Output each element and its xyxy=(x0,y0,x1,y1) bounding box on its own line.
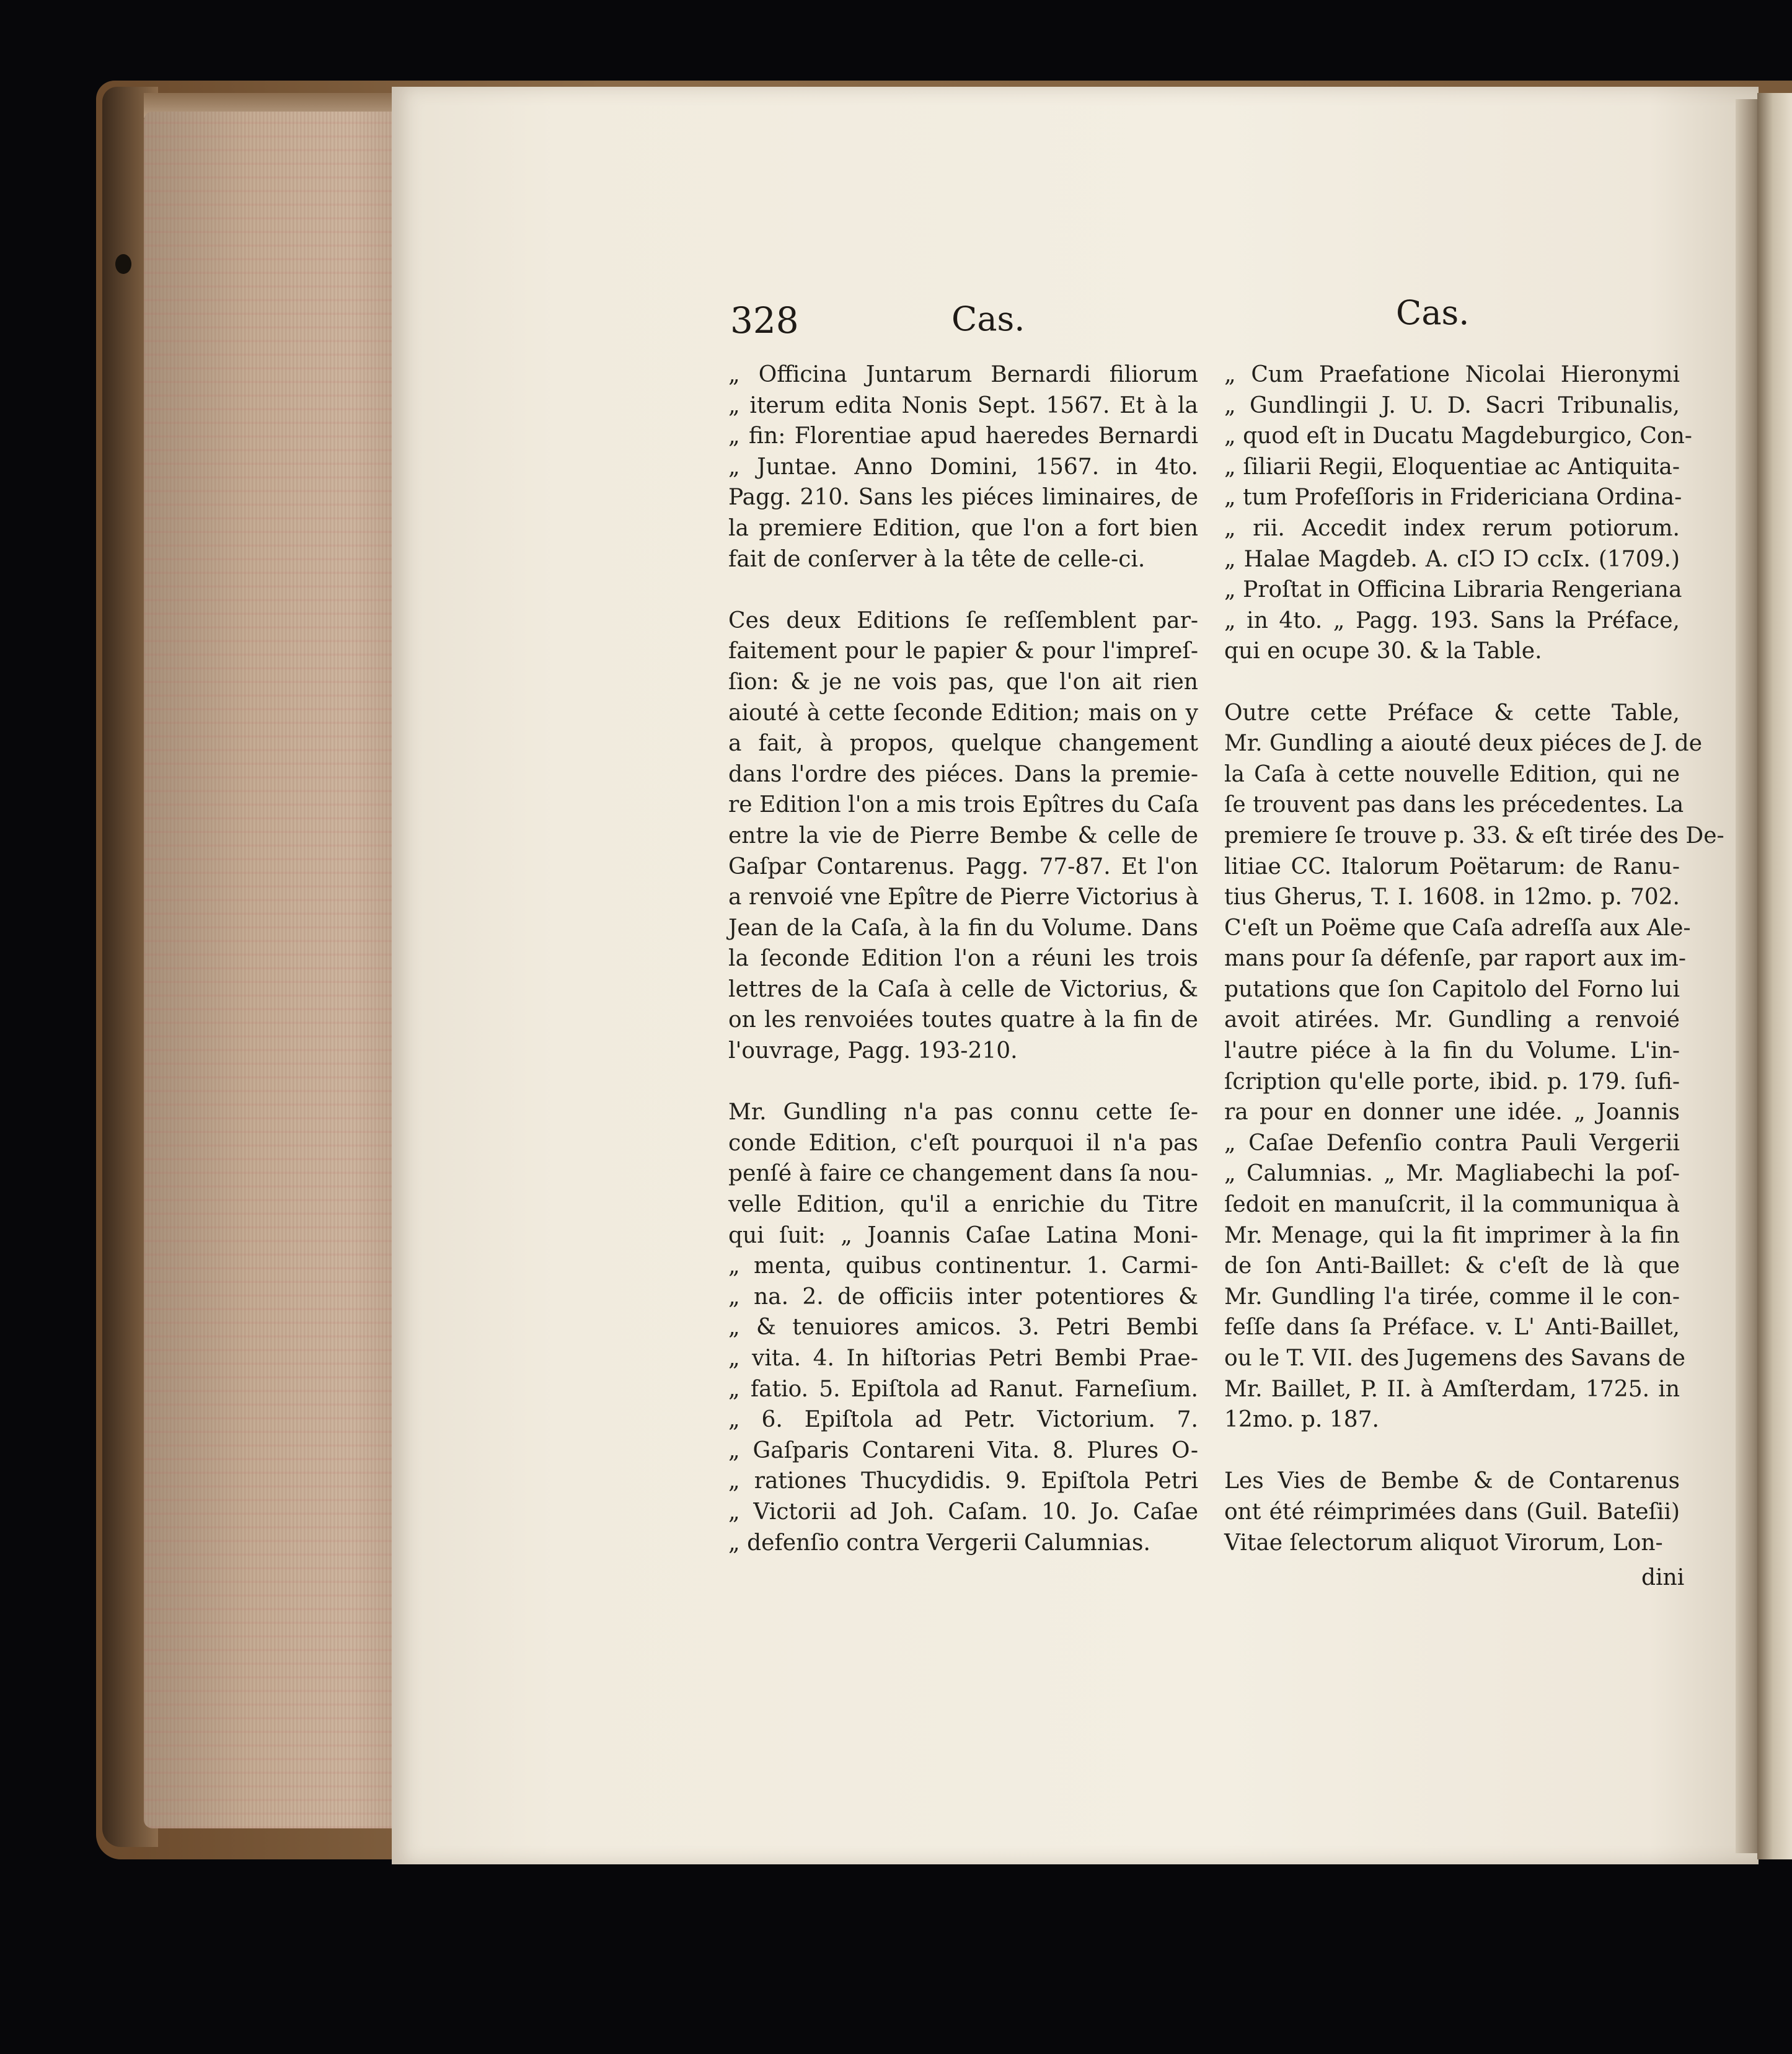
page-number: 328 xyxy=(730,299,799,342)
binding-tack xyxy=(115,254,131,274)
text-line: Gaſpar Contarenus. Pagg. 77-87. Et l'on xyxy=(728,853,1198,879)
text-line: ont été réimprimées dans (Guil. Bateſii) xyxy=(1224,1499,1680,1525)
text-line: Les Vies de Bembe & de Contarenus xyxy=(1224,1468,1680,1494)
text-line: „ Calumnias. „ Mr. Magliabechi la poſ- xyxy=(1224,1161,1680,1187)
paragraph-gap xyxy=(728,575,1198,606)
text-line: „ Cum Praefatione Nicolai Hieronymi xyxy=(1224,362,1680,387)
text-line: litiae CC. Italorum Poëtarum: de Ranu- xyxy=(1224,853,1680,879)
text-line: „ rationes Thucydidis. 9. Epiſtola Petri xyxy=(728,1468,1198,1494)
text-line: „ iterum edita Nonis Sept. 1567. Et à la xyxy=(728,392,1198,418)
text-line: mans pour ſa défenſe, par raport aux im- xyxy=(1224,946,1687,972)
text-line: Mr. Baillet, P. II. à Amſterdam, 1725. in xyxy=(1224,1376,1680,1402)
text-line: Mr. Gundling l'a tirée, comme il le con- xyxy=(1224,1284,1680,1310)
text-line: Mr. Gundling n'a pas connu cette ſe- xyxy=(728,1100,1198,1126)
text-line: C'eſt un Poëme que Caſa adreſſa aux Ale- xyxy=(1224,915,1691,941)
text-line: ſcription qu'elle porte, ibid. p. 179. ſufi- xyxy=(1224,1069,1680,1095)
text-line: ra pour en donner une idée. „ Joannis xyxy=(1224,1100,1680,1126)
text-line: putations que ſon Capitolo del Forno lui xyxy=(1224,976,1680,1002)
running-title-right: Cas. xyxy=(1396,293,1470,332)
text-line: avoit atirées. Mr. Gundling a renvoié xyxy=(1224,1007,1680,1033)
text-line: premiere ſe trouve p. 33. & eſt tirée des De- xyxy=(1224,822,1724,848)
text-line: „ menta, quibus continentur. 1. Carmi- xyxy=(728,1253,1198,1279)
text-line: „ fin: Florentiae apud haeredes Bernardi xyxy=(728,423,1198,449)
right-text-column xyxy=(1224,359,1724,1558)
text-line: „ Halae Magdeb. A. cIↃ IↃ ccIx. (1709.) xyxy=(1224,546,1680,572)
text-line: „ Gaſparis Contareni Vita. 8. Plures O- xyxy=(728,1437,1198,1463)
text-line: l'ouvrage, Pagg. 193-210. xyxy=(728,1038,1018,1064)
text-line: qui en ocupe 30. & la Table. xyxy=(1224,638,1542,664)
text-line: lettres de la Caſa à celle de Victorius, & xyxy=(728,976,1198,1002)
text-line: la Caſa à cette nouvelle Edition, qui ne xyxy=(1224,761,1680,787)
left-text-column xyxy=(728,359,1198,1558)
text-line: „ fatio. 5. Epiſtola ad Ranut. Farneſium. xyxy=(728,1376,1198,1402)
text-line: fait de conſerver à la tête de celle-ci. xyxy=(728,546,1145,572)
text-line: „ quod eſt in Ducatu Magdeburgico, Con- xyxy=(1224,423,1692,449)
page-edges xyxy=(144,112,404,1828)
running-title-left: Cas. xyxy=(951,299,1025,338)
text-line: Vitae ſelectorum aliquot Virorum, Lon- xyxy=(1224,1530,1663,1556)
text-line: „ na. 2. de officiis inter potentiores & xyxy=(728,1284,1198,1310)
text-line: la ſeconde Edition l'on a réuni les trois xyxy=(728,946,1198,972)
paragraph-gap xyxy=(728,1067,1198,1098)
text-line: „ & tenuiores amicos. 3. Petri Bembi xyxy=(728,1315,1198,1341)
text-line: „ in 4to. „ Pagg. 193. Sans la Préface, xyxy=(1224,607,1680,633)
paragraph-gap xyxy=(1224,667,1680,698)
text-line: ſedoit en manuſcrit, il la communiqua à xyxy=(1224,1192,1680,1218)
facing-page-edge xyxy=(1757,93,1792,1859)
text-line: dans l'ordre des piéces. Dans la premie- xyxy=(728,761,1198,787)
text-line: Mr. Gundling a aiouté deux piéces de J. de xyxy=(1224,731,1703,757)
text-line: tius Gherus, T. I. 1608. in 12mo. p. 702. xyxy=(1224,884,1680,910)
text-line: velle Edition, qu'il a enrichie du Titre xyxy=(728,1192,1198,1218)
text-line: aiouté à cette ſeconde Edition; mais on y xyxy=(728,700,1198,726)
text-line: „ Victorii ad Joh. Caſam. 10. Jo. Caſae xyxy=(728,1499,1198,1525)
text-line: 12mo. p. 187. xyxy=(1224,1407,1379,1433)
text-line: Pagg. 210. Sans les piéces liminaires, de xyxy=(728,485,1198,511)
text-line: „ ſiliarii Regii, Eloquentiae ac Antiquita- xyxy=(1224,454,1680,480)
text-line: conde Edition, c'eſt pourquoi il n'a pas xyxy=(728,1130,1198,1156)
text-line: faitement pour le papier & pour l'impreſ- xyxy=(728,638,1198,664)
text-line: Jean de la Caſa, à la fin du Volume. Dans xyxy=(728,915,1198,941)
text-line: de ſon Anti-Baillet: & c'eſt de là que xyxy=(1224,1253,1680,1279)
text-line: re Edition l'on a mis trois Epîtres du Caſa xyxy=(728,792,1199,818)
text-line: „ tum Profeſſoris in Fridericiana Ordina- xyxy=(1224,485,1682,511)
text-line: „ Officina Juntarum Bernardi filiorum xyxy=(728,362,1198,387)
text-line: ou le T. VII. des Jugemens des Savans de xyxy=(1224,1346,1685,1371)
text-line: ſion: & je ne vois pas, que l'on ait rien xyxy=(728,669,1198,695)
text-line: penſé à faire ce changement dans ſa nou- xyxy=(728,1161,1198,1187)
text-line: l'autre piéce à la fin du Volume. L'in- xyxy=(1224,1038,1680,1064)
text-line: „ Gundlingii J. U. D. Sacri Tribunalis, xyxy=(1224,392,1680,418)
text-line: qui ſuit: „ Joannis Caſae Latina Moni- xyxy=(728,1222,1198,1248)
text-line: „ rii. Accedit index rerum potiorum. xyxy=(1224,515,1680,541)
text-line: a fait, à propos, quelque changement xyxy=(728,731,1198,757)
paragraph-gap xyxy=(1224,1435,1680,1466)
text-line: Outre cette Préface & cette Table, xyxy=(1224,700,1680,726)
text-line: ſe trouvent pas dans les précedentes. La xyxy=(1224,792,1684,818)
catchword: dini xyxy=(1641,1565,1685,1590)
text-line: entre la vie de Pierre Bembe & celle de xyxy=(728,822,1198,848)
text-line: la premiere Edition, que l'on a fort bien xyxy=(728,515,1198,541)
text-line: Ces deux Editions ſe reſſemblent par- xyxy=(728,607,1198,633)
text-line: „ Caſae Defenſio contra Pauli Vergerii xyxy=(1224,1130,1680,1156)
text-line: „ 6. Epiſtola ad Petr. Victorium. 7. xyxy=(728,1407,1198,1433)
text-line: on les renvoiées toutes quatre à la fin de xyxy=(728,1007,1198,1033)
text-line: feſſe dans ſa Préface. v. L' Anti-Baillet, xyxy=(1224,1315,1680,1341)
text-line: a renvoié vne Epître de Pierre Victorius à xyxy=(728,884,1199,910)
text-line: „ defenſio contra Vergerii Calumnias. xyxy=(728,1530,1150,1556)
text-line: „ Juntae. Anno Domini, 1567. in 4to. xyxy=(728,454,1198,480)
text-line: Mr. Menage, qui la fit imprimer à la fin xyxy=(1224,1222,1680,1248)
text-line: „ vita. 4. In hiſtorias Petri Bembi Prae- xyxy=(728,1346,1198,1371)
text-line: „ Proſtat in Officina Libraria Rengeriana xyxy=(1224,577,1682,603)
